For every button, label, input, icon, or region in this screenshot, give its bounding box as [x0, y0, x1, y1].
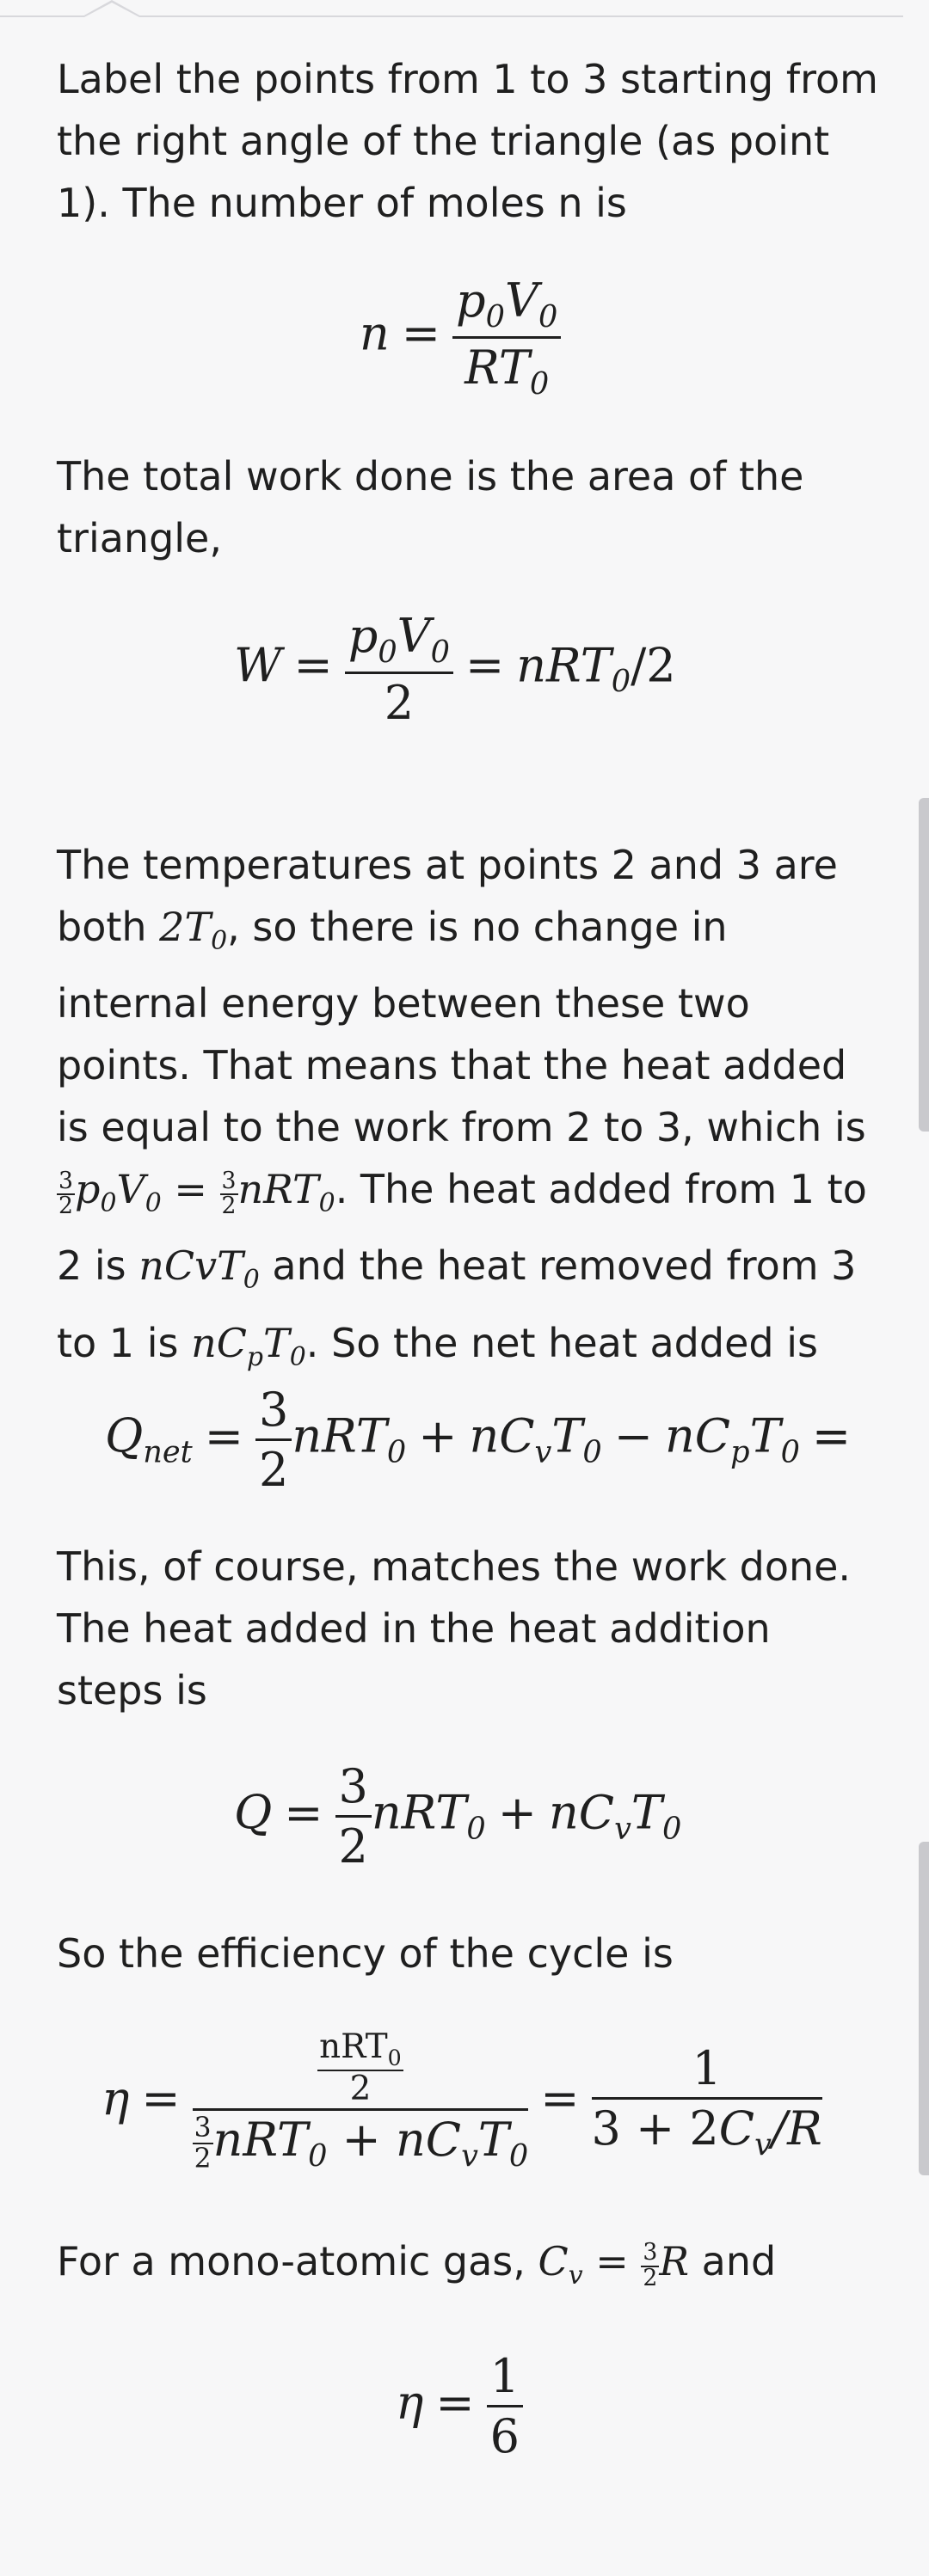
- scrollbar-thumb-1[interactable]: [919, 798, 929, 1132]
- equation-q-added: Q = $\frac{3}{2}$ $nRT_0 + nC_vT_0$: [234, 1759, 682, 1874]
- scrollbar-thumb-2[interactable]: [919, 1842, 929, 2175]
- equation-efficiency-mono: η = $\frac{1}{6}$: [396, 2349, 523, 2463]
- paragraph-efficiency: So the efficiency of the cycle is: [57, 1930, 674, 1977]
- paragraph-matches: This, of course, matches the work done. The heat added in the heat addition steps is: [57, 1543, 852, 1714]
- equation-efficiency: η = $\frac{nRT_0}{2}$ $\frac{3}{2}$ $nRT_0 + nC_vT_0$ = $\frac{1}{3 + 2C_v/R}$: [102, 2031, 822, 2174]
- equation-qnet: $Q_{net}$ = $\frac{3}{2}$ $nRT_0 + nC_vT_0 - nC_pT_0$ =: [105, 1383, 852, 1497]
- paragraph-intro: Label the points from 1 to 3 starting from the right angle of the triangle (as point 1). The number of moles n is: [57, 56, 878, 226]
- equation-work: W = $\frac{p_0V_0}{2}$ = nRT$_0$/2: [234, 609, 676, 730]
- paragraph-temperatures: The temperatures at points 2 and 3 are both $2T_0$, so there is no change in internal energy between these two points. That means that the heat added is equal to the work from 2 to 3, which is $\frac{3}{2}$ $p_0V_0$ = $\frac{3}{2}$ nRT$_0$. The heat added from 1 to 2 is nCvT$_0$ and the heat removed from 3 to 1 is $nC_pT_0$. So the net heat added is: [57, 842, 867, 1372]
- equation-moles: n = $\frac{p_0V_0}{RT_0}$: [360, 273, 561, 402]
- paragraph-monoatomic: For a mono-atomic gas, $C_v$ = $\frac{3}{2}$ R and: [57, 2238, 777, 2291]
- paragraph-work: The total work done is the area of the triangle,: [57, 453, 804, 561]
